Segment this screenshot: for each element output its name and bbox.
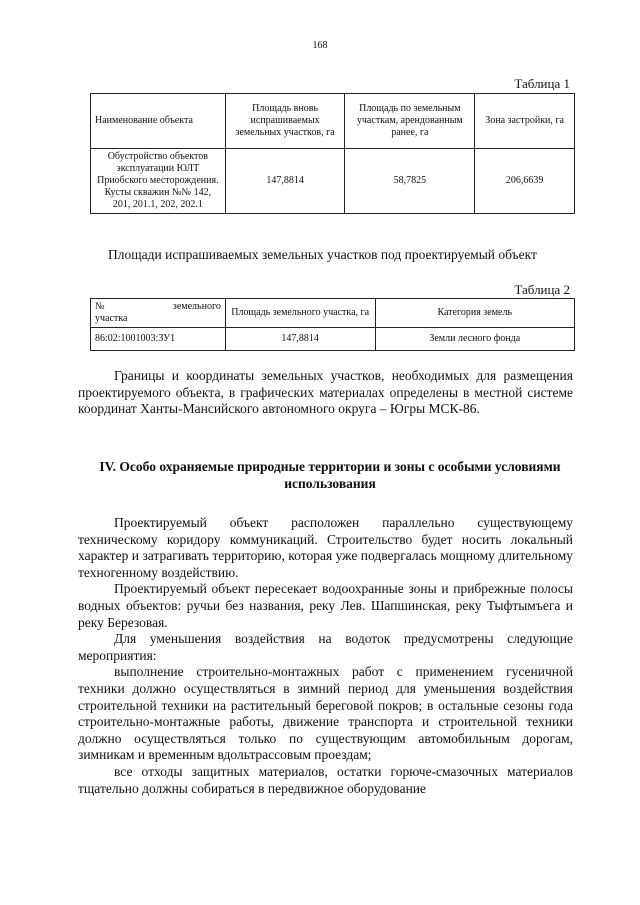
table1-cell-leased-area: 58,7825 — [345, 149, 475, 214]
table1-cell-object-name: Обустройство объектов эксплуатации ЮЛТ Приобского месторождения. Кусты скважин №№ 142, 201, 201.1, 202, 202.1 — [91, 149, 226, 214]
table1-header-row — [91, 94, 575, 149]
table1-header-object-name: Наименование объекта — [91, 94, 226, 149]
paragraph-measures-intro: Для уменьшения воздействия на водоток предусмотрены следующие мероприятия: — [78, 631, 573, 663]
table2-label: Таблица 2 — [514, 282, 570, 297]
table1-header-new-area: Площадь вновь испрашиваемых земельных участков, га — [225, 94, 345, 149]
paragraph-water-zones: Проектируемый объект пересекает водоохранные зоны и прибрежные полосы водных объектов: ручьи без названия, реку Лев. Шапшинская, реку Тыфтымъега и реку Березовая. — [78, 581, 573, 630]
section-heading: IV. Особо охраняемые природные территории и зоны с особыми условиями использования — [99, 459, 561, 491]
table2-header-num-bottom: участка — [95, 313, 128, 324]
table2-header-row — [91, 299, 575, 328]
table2-header-plot-number — [91, 299, 226, 328]
borders-paragraph-block — [78, 368, 573, 418]
paragraph-measure-construction: выполнение строительно-монтажных работ с применением гусеничной техники должно осуществляться в зимний период для уменьшения воздействия строительной техники на растительный береговой покров; в остальные сезоны года строительно-монтажные работы, движение транспорта и строительной техники должно осуществляться только по существующим автомобильным дорогам, зимникам и временным вдольтрассовым проездам; — [78, 664, 573, 763]
borders-paragraph: Границы и координаты земельных участков, необходимых для размещения проектируемого объекта, в графических материалах определены в местной системе координат Ханты-Мансийского автономного округа – Югры МСК-86. — [78, 368, 573, 417]
table2-caption: Площади испрашиваемых земельных участков под проектируемый объект — [108, 247, 537, 262]
table1-header-leased-area: Площадь по земельным участкам, арендованным ранее, га — [345, 94, 475, 149]
page-number: 168 — [312, 40, 328, 51]
table-row — [91, 328, 575, 351]
table2-header-num-word: земельного — [172, 301, 221, 312]
table1-cell-build-zone: 206,6639 — [475, 149, 575, 214]
land-category-table — [90, 298, 575, 351]
table2-header-area: Площадь земельного участка, га — [225, 299, 375, 328]
table1-label: Таблица 1 — [514, 76, 570, 91]
table1-header-build-zone: Зона застройки, га — [475, 94, 575, 149]
table-row — [91, 149, 575, 214]
section-body — [78, 515, 573, 797]
table2-cell-area: 147,8814 — [225, 328, 375, 351]
table2-header-num-sign: № — [95, 301, 105, 312]
land-area-table — [90, 93, 575, 214]
paragraph-object-location: Проектируемый объект расположен параллельно существующему техническому коридору коммуникаций. Строительство будет носить локальный характер и затрагивать территорию, которая уже подвергалась мощному длительному техногенному воздействию. — [78, 515, 573, 580]
table2-cell-category: Земли лесного фонда — [375, 328, 575, 351]
table1-cell-new-area: 147,8814 — [225, 149, 345, 214]
table2-cell-plot-number: 86:02:1001003:ЗУ1 — [91, 328, 226, 351]
table2-header-category: Категория земель — [375, 299, 575, 328]
paragraph-measure-waste: все отходы защитных материалов, остатки горюче-смазочных материалов тщательно должны собираться в передвижное оборудование — [78, 763, 573, 796]
